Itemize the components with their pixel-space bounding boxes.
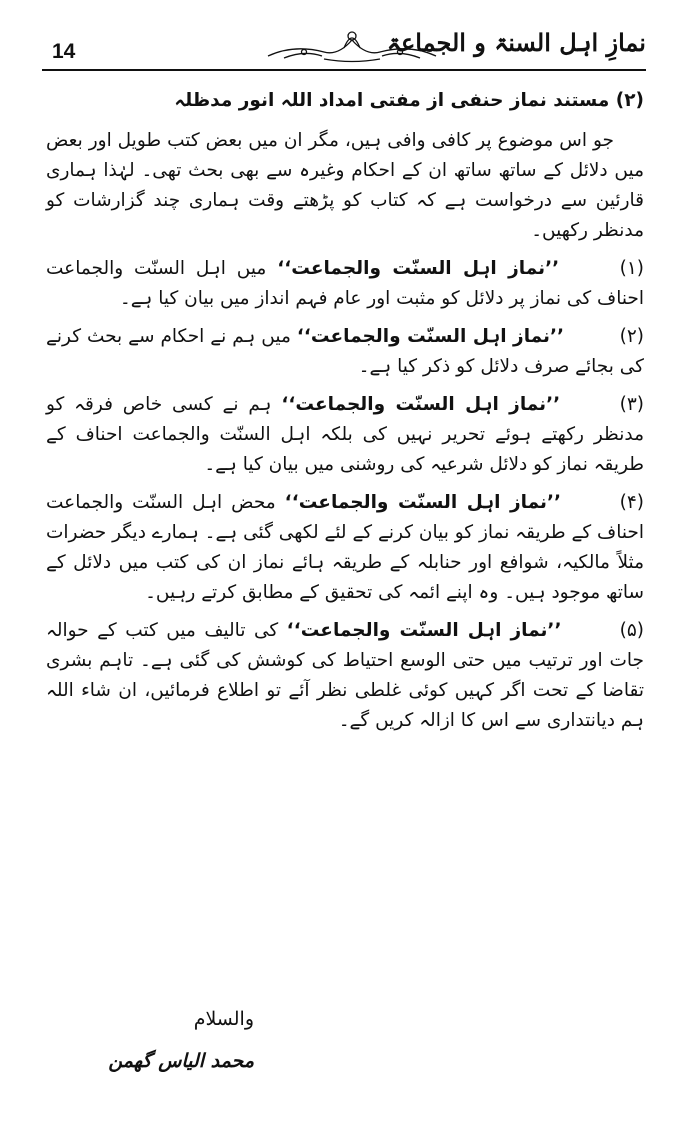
closing-greeting: والسلام xyxy=(193,1008,254,1030)
book-title: ’’نماز اہل السنّت والجماعت‘‘ xyxy=(281,394,561,415)
item-number: (۵) xyxy=(619,620,644,641)
book-title: ’’نماز اہل السنّت والجماعت‘‘ xyxy=(284,492,561,513)
book-title: ’’نماز اہل السنّت والجماعت‘‘ xyxy=(277,258,560,279)
list-item xyxy=(46,254,644,314)
item-number: (۳) xyxy=(619,394,645,415)
item-text: کی تالیف میں کتب کے حوالہ جات اور ترتیب میں حتی الوسع احتیاط کی کوشش کی گئی ہے۔ تاہم بشری تقاضا کے تحت اگر کہیں کوئی غلطی نظر آئے تو اطلاع فرمائیں، ان شاء اللہ ہم دیانتداری سے اس کا ازالہ کریں گے۔ xyxy=(46,620,644,731)
author-name: محمد الیاس گھمن xyxy=(108,1050,254,1072)
item-text: ہم نے کسی خاص فرقہ کو مدنظر رکھتے ہوئے تحریر نہیں کی بلکہ اہل السنّت والجماعت احناف کے طریقہ نماز کو دلائل شرعیہ کی روشنی میں بیان کیا ہے۔ xyxy=(46,394,644,475)
item-number: (۴) xyxy=(619,492,644,513)
signature-block xyxy=(54,998,254,1082)
book-title: ’’نماز اہل السنّت والجماعت‘‘ xyxy=(296,326,565,347)
item-number: (۲) xyxy=(619,326,645,347)
list-item xyxy=(46,488,644,608)
list-item xyxy=(46,322,644,382)
page-number: 14 xyxy=(52,40,76,63)
intro-paragraph: جو اس موضوع پر کافی وافی ہیں، مگر ان میں بعض کتب طویل اور بعض میں دلائل کے ساتھ ساتھ ان کے احکام وغیرہ سے بھی بحث تھی۔ لہٰذا ہماری قارئین سے درخواست ہے کہ کتاب کو پڑھتے وقت ہماری چند گزارشات کو مدنظر رکھیں۔ xyxy=(46,130,644,241)
list-item xyxy=(46,616,644,736)
item-text: محض اہل السنّت والجماعت احناف کے طریقہ نماز کو بیان کرنے کے لئے لکھی گئی ہے۔ ہمارے دیگر حضرات مثلاً مالکیہ، شوافع اور حنابلہ کے طریقہ ہائے نماز ان کی کتب میں دلائل کے ساتھ موجود ہیں۔ وہ اپنے ائمہ کی تحقیق کے مطابق کرتے رہیں۔ xyxy=(46,492,644,603)
header-divider xyxy=(42,69,646,71)
page-header xyxy=(42,22,646,74)
item-text: میں اہل السنّت والجماعت احناف کی نماز پر دلائل کو مثبت اور عام فہم انداز میں بیان کیا ہے۔ xyxy=(46,258,644,309)
running-title: نمازِ اہل السنۃ و الجماعۃ xyxy=(386,28,646,57)
list-item xyxy=(46,390,644,480)
page-content xyxy=(46,86,644,744)
item-number: (۱) xyxy=(619,258,644,279)
book-title: ’’نماز اہل السنّت والجماعت‘‘ xyxy=(286,620,562,641)
section-heading: (۲) مستند نماز حنفی از مفتی امداد اللہ انور مدظلہ xyxy=(174,90,644,111)
item-text: میں ہم نے احکام سے بحث کرنے کی بجائے صرف دلائل کو ذکر کیا ہے۔ xyxy=(46,326,644,377)
